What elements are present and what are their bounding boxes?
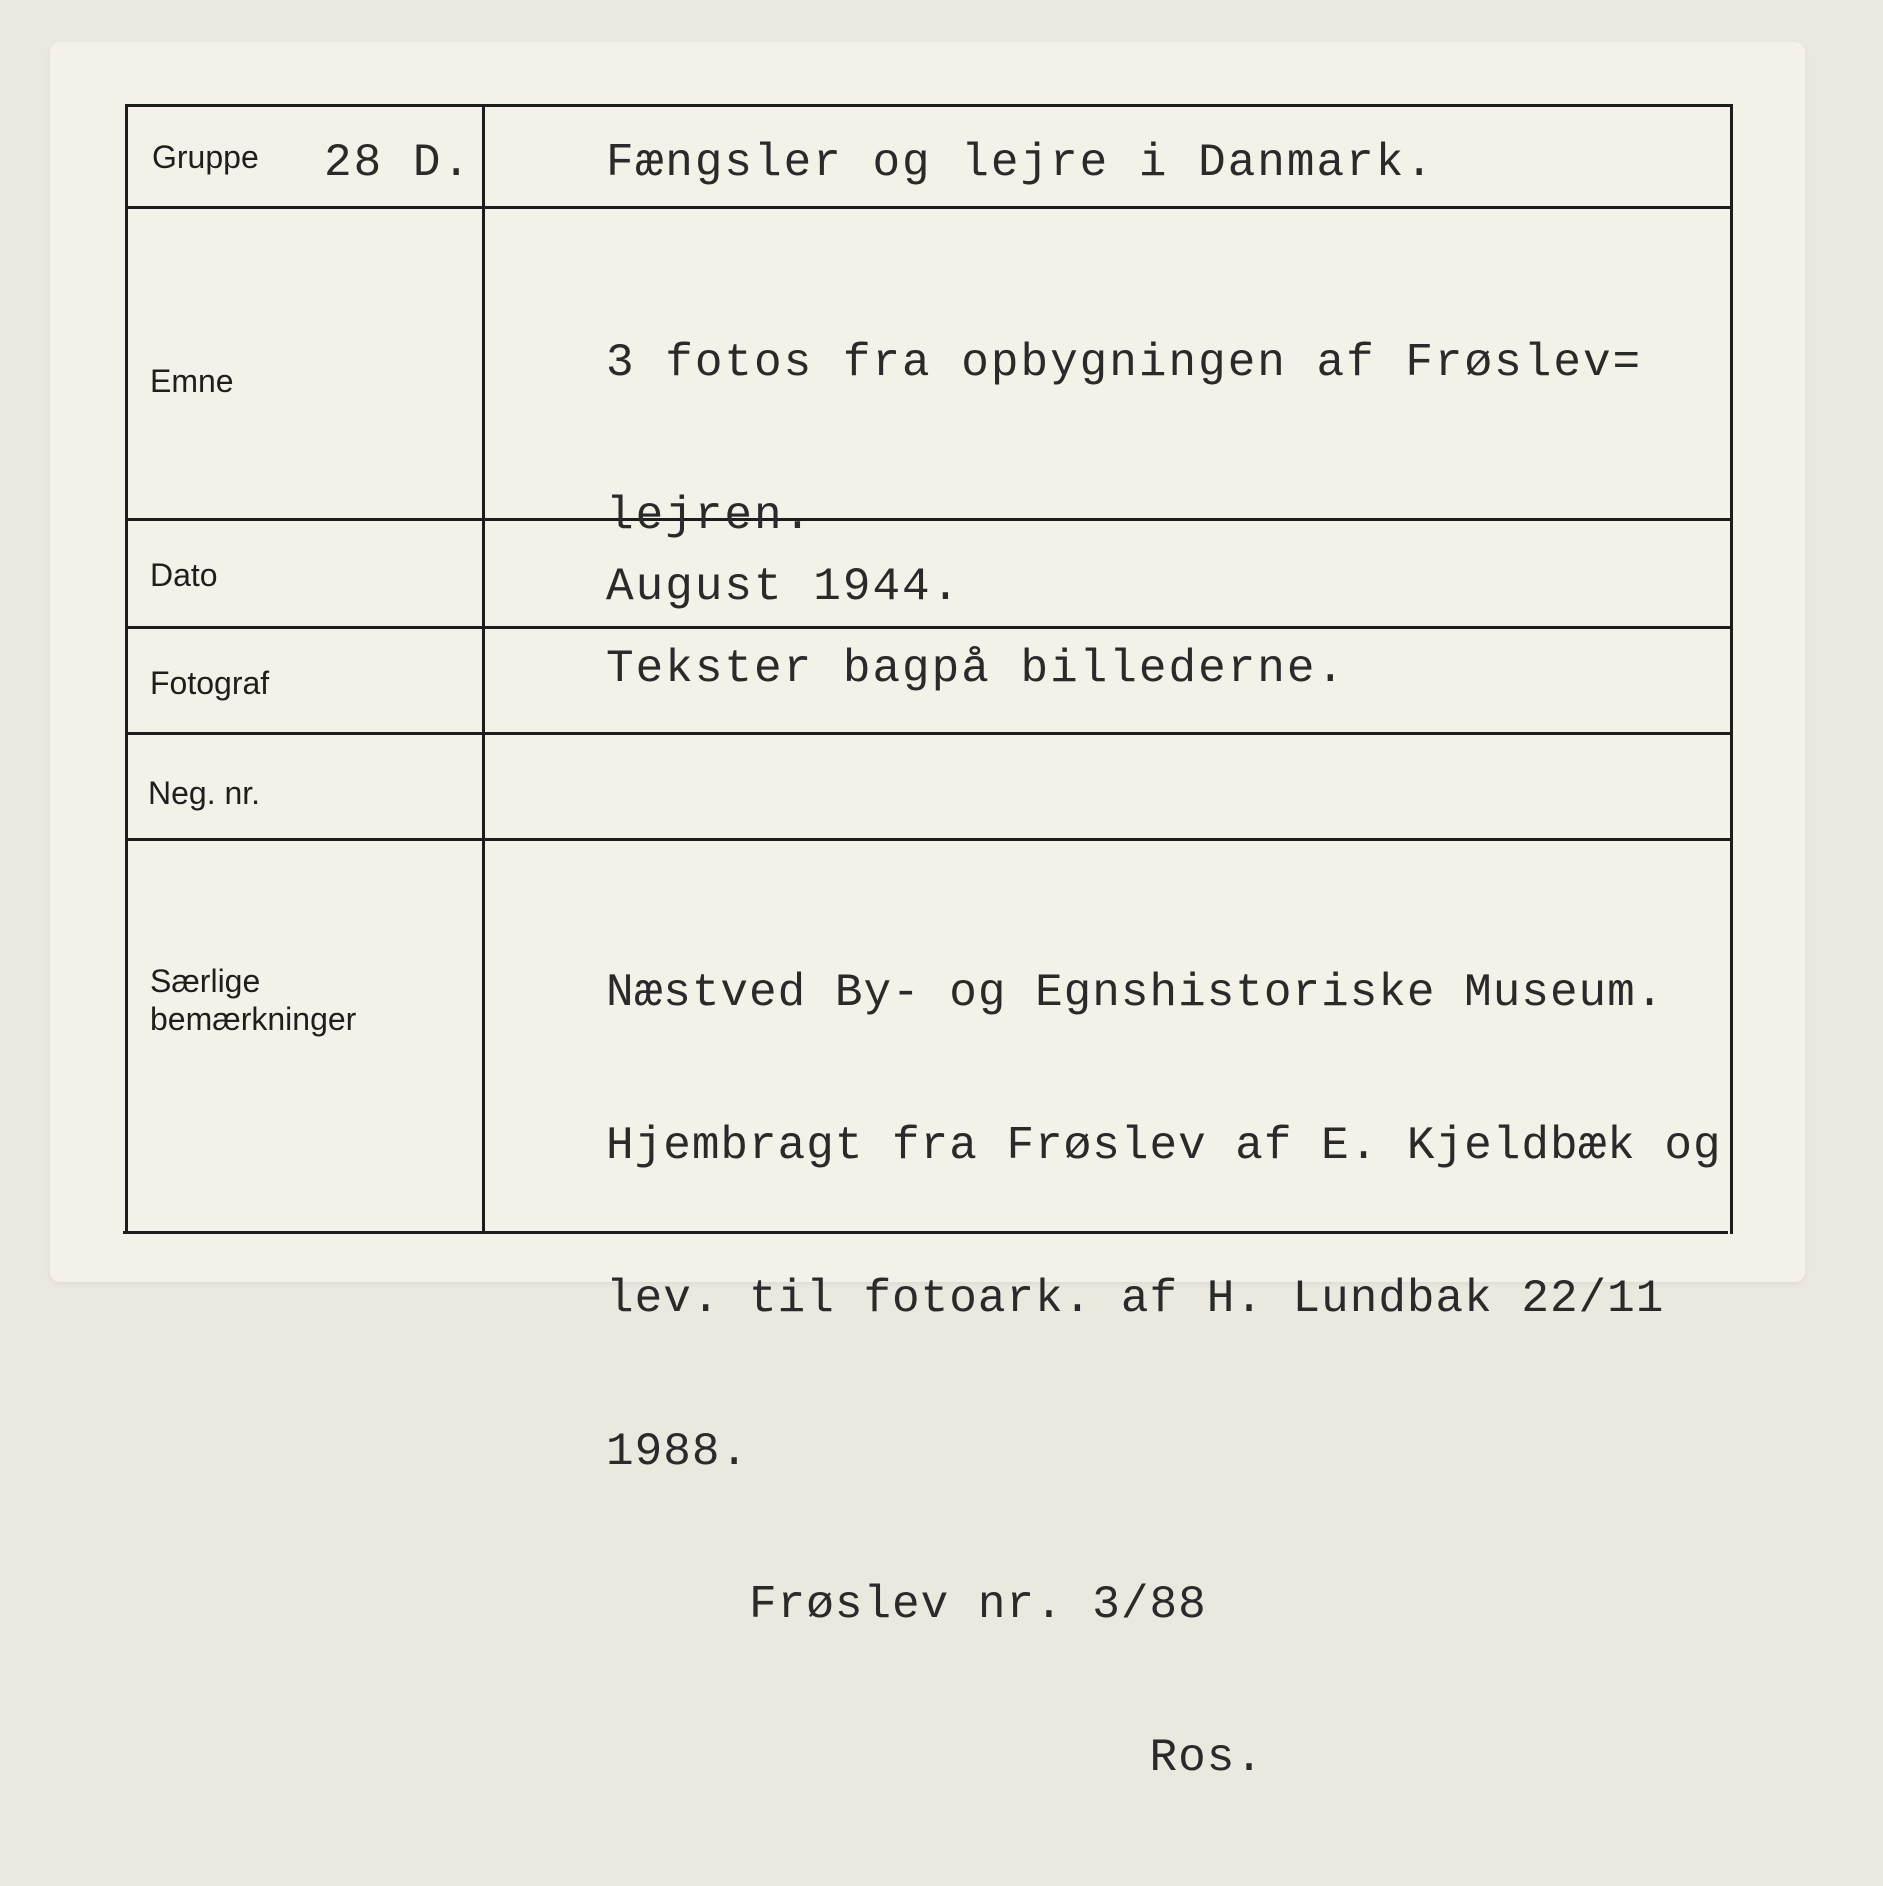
emne-line: lejren. [606,490,814,542]
saerlige-line: Frøslev nr. 3/88 [606,1579,1207,1631]
row-divider-gruppe [125,206,1733,209]
column-divider [482,104,485,1234]
dato-value: August 1944. [606,561,962,613]
gruppe-label: Gruppe [152,139,259,175]
saerlige-label-line2: bemærkninger [150,1001,357,1038]
saerlige-line: Ros. [606,1732,1264,1784]
saerlige-line: Hjembragt fra Frøslev af E. Kjeldbæk og [606,1120,1722,1172]
gruppe-title: Fængsler og lejre i Danmark. [606,137,1435,189]
neg-nr-label: Neg. nr. [148,775,261,811]
form-border-right [1730,104,1733,1234]
emne-line: Tekster bagpå billederne. [606,643,1347,695]
gruppe-number: 28 D. [324,137,473,189]
dato-label: Dato [150,557,218,593]
emne-text [606,236,1642,797]
saerlige-line: Næstved By- og Egnshistoriske Museum. [606,967,1665,1019]
form-border-left [125,104,128,1234]
saerlige-line: 1988. [606,1426,750,1478]
emne-line: 3 fotos fra opbygningen af Frøslev= [606,337,1643,389]
saerlige-line: lev. til fotoark. af H. Lundbak 22/11 [606,1273,1665,1325]
fotograf-label: Fotograf [150,665,270,701]
emne-label: Emne [150,363,234,399]
saerlige-label [150,962,356,1039]
saerlige-text [606,866,1722,1886]
record-form [128,104,1733,1784]
row-divider-neg [125,838,1733,841]
saerlige-label-line1: Særlige [150,963,261,999]
form-border-top [128,104,1733,107]
